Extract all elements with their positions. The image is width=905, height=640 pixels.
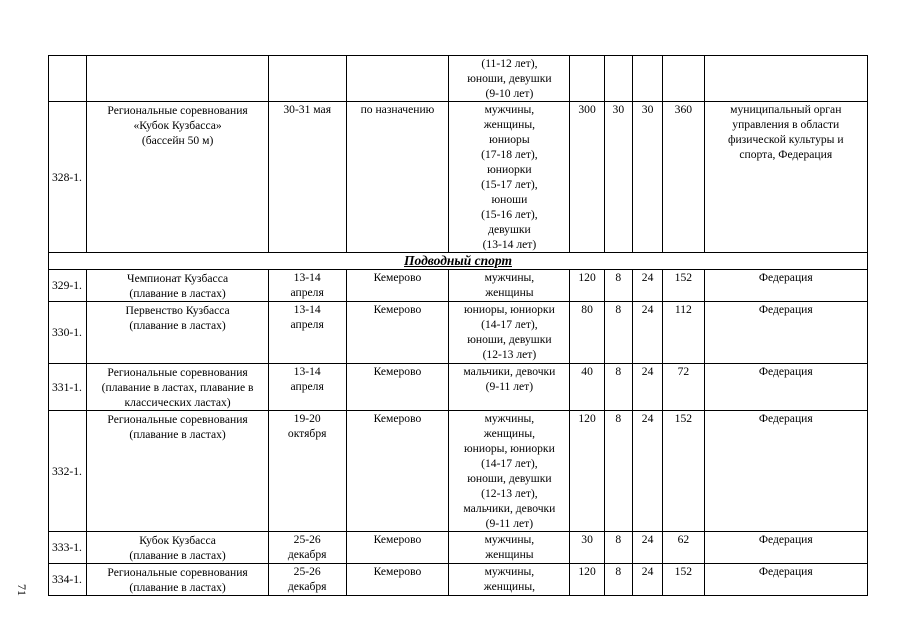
event-name: Чемпионат Кузбасса (плавание в ластах) [87, 270, 269, 302]
staff-count: 24 [632, 411, 662, 532]
event-number: 329-1. [49, 270, 87, 302]
total-count [663, 56, 704, 102]
events-table [48, 55, 868, 596]
total-count: 112 [663, 302, 704, 364]
total-count: 152 [663, 564, 704, 596]
table-row [49, 364, 868, 411]
event-participants: мужчины, женщины [449, 532, 570, 564]
table-row [49, 102, 868, 253]
event-number: 331-1. [49, 364, 87, 411]
event-date [268, 56, 346, 102]
page-number: 71 [15, 584, 29, 596]
event-organizer: муниципальный орган управления в области физической культуры и спорта, Федерация [704, 102, 867, 253]
event-participants: мальчики, девочки (9-11 лет) [449, 364, 570, 411]
staff-count: 24 [632, 564, 662, 596]
participants-count: 40 [570, 364, 604, 411]
event-date: 25-26 декабря [268, 532, 346, 564]
event-number: 332-1. [49, 411, 87, 532]
event-organizer: Федерация [704, 364, 867, 411]
event-organizer: Федерация [704, 564, 867, 596]
total-count: 360 [663, 102, 704, 253]
event-participants: юниоры, юниорки (14-17 лет), юноши, девушки (12-13 лет) [449, 302, 570, 364]
event-place: Кемерово [346, 411, 449, 532]
event-organizer: Федерация [704, 302, 867, 364]
event-number: 334-1. [49, 564, 87, 596]
event-organizer: Федерация [704, 270, 867, 302]
staff-count: 30 [632, 102, 662, 253]
table-row [49, 532, 868, 564]
event-place: Кемерово [346, 302, 449, 364]
event-date: 13-14 апреля [268, 364, 346, 411]
event-number [49, 56, 87, 102]
officials-count [604, 56, 632, 102]
event-participants: (11-12 лет), юноши, девушки (9-10 лет) [449, 56, 570, 102]
total-count: 152 [663, 270, 704, 302]
event-name: Региональные соревнования (плавание в ластах, плавание в классических ластах) [87, 364, 269, 411]
event-name: Региональные соревнования (плавание в ластах) [87, 564, 269, 596]
section-title: Подводный спорт [49, 253, 868, 270]
event-date: 19-20 октября [268, 411, 346, 532]
event-place: Кемерово [346, 364, 449, 411]
event-participants: мужчины, женщины, юниоры (17-18 лет), юниорки (15-17 лет), юноши (15-16 лет), девушки (13-14 лет) [449, 102, 570, 253]
officials-count: 8 [604, 411, 632, 532]
participants-count: 30 [570, 532, 604, 564]
event-participants: мужчины, женщины, юниоры, юниорки (14-17 лет), юноши, девушки (12-13 лет), мальчики, девочки (9-11 лет) [449, 411, 570, 532]
event-number: 328-1. [49, 102, 87, 253]
event-name [87, 56, 269, 102]
event-organizer [704, 56, 867, 102]
staff-count: 24 [632, 302, 662, 364]
event-date: 13-14 апреля [268, 302, 346, 364]
event-name: Региональные соревнования (плавание в ластах) [87, 411, 269, 532]
event-organizer: Федерация [704, 532, 867, 564]
officials-count: 8 [604, 270, 632, 302]
staff-count [632, 56, 662, 102]
event-place: Кемерово [346, 564, 449, 596]
officials-count: 8 [604, 302, 632, 364]
staff-count: 24 [632, 270, 662, 302]
table-row [49, 302, 868, 364]
table-row [49, 270, 868, 302]
event-name: Первенство Кузбасса (плавание в ластах) [87, 302, 269, 364]
event-place [346, 56, 449, 102]
event-participants: мужчины, женщины [449, 270, 570, 302]
total-count: 72 [663, 364, 704, 411]
event-name: Региональные соревнования «Кубок Кузбасса» (бассейн 50 м) [87, 102, 269, 253]
event-place: Кемерово [346, 532, 449, 564]
table-row [49, 56, 868, 102]
event-place: по назначению [346, 102, 449, 253]
participants-count [570, 56, 604, 102]
participants-count: 120 [570, 411, 604, 532]
event-participants: мужчины, женщины, [449, 564, 570, 596]
table-row [49, 411, 868, 532]
event-name: Кубок Кузбасса (плавание в ластах) [87, 532, 269, 564]
staff-count: 24 [632, 364, 662, 411]
section-row [49, 253, 868, 270]
event-number: 333-1. [49, 532, 87, 564]
event-date: 25-26 декабря [268, 564, 346, 596]
officials-count: 8 [604, 564, 632, 596]
total-count: 62 [663, 532, 704, 564]
event-date: 13-14 апреля [268, 270, 346, 302]
officials-count: 8 [604, 532, 632, 564]
event-place: Кемерово [346, 270, 449, 302]
event-date: 30-31 мая [268, 102, 346, 253]
event-number: 330-1. [49, 302, 87, 364]
participants-count: 120 [570, 270, 604, 302]
officials-count: 8 [604, 364, 632, 411]
table-row [49, 564, 868, 596]
staff-count: 24 [632, 532, 662, 564]
officials-count: 30 [604, 102, 632, 253]
participants-count: 300 [570, 102, 604, 253]
participants-count: 80 [570, 302, 604, 364]
participants-count: 120 [570, 564, 604, 596]
total-count: 152 [663, 411, 704, 532]
event-organizer: Федерация [704, 411, 867, 532]
